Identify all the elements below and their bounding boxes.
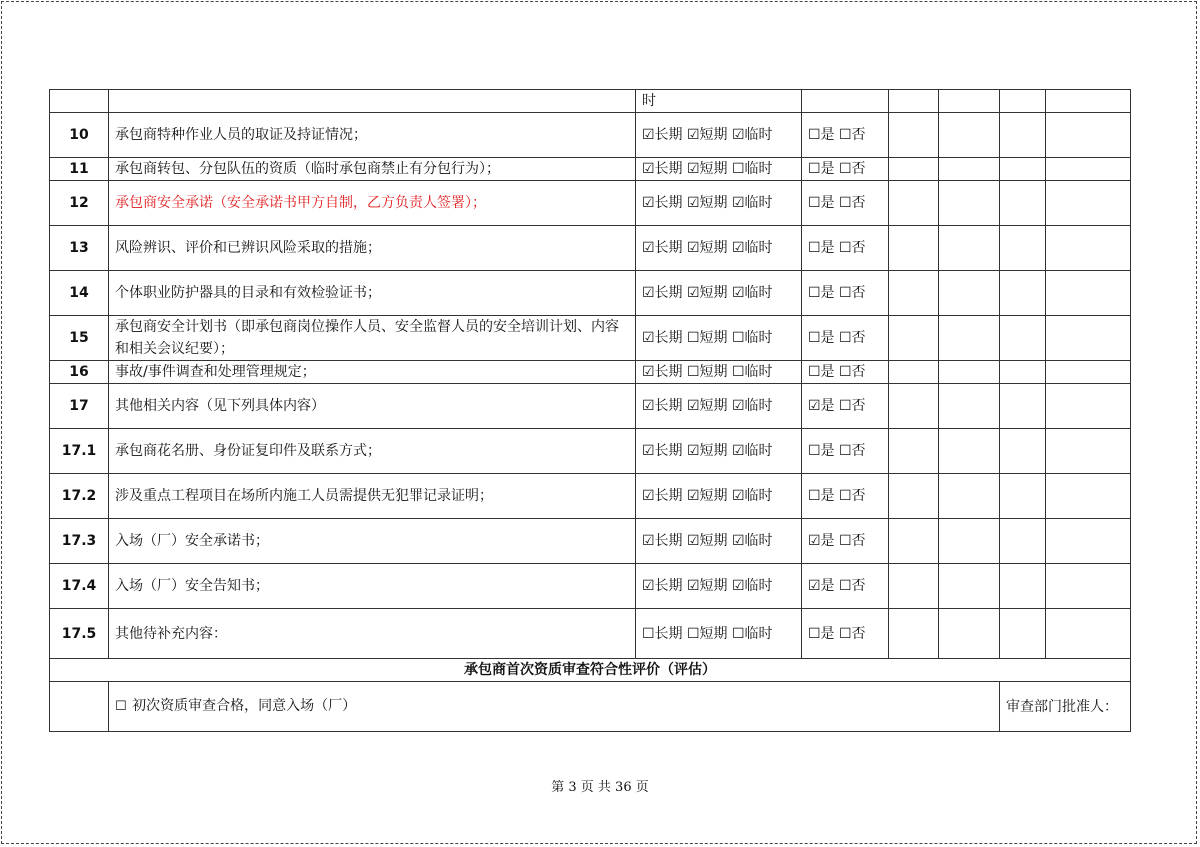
row-yes-no-checkboxes[interactable]: ☐是 ☐否 [802, 316, 889, 361]
row-term-checkboxes[interactable]: ☑长期 ☑短期 ☑临时 [636, 271, 802, 316]
row-item [109, 90, 636, 113]
approve-checkbox[interactable]: ☐ [115, 699, 127, 714]
row-blank-cell [889, 564, 939, 609]
row-yes-no-checkboxes[interactable]: ☑是 ☐否 [802, 564, 889, 609]
row-blank-cell [1000, 384, 1046, 429]
row-term-checkboxes[interactable]: ☑长期 ☑短期 ☑临时 [636, 519, 802, 564]
row-term-checkboxes[interactable]: ☑长期 ☑短期 ☐临时 [636, 158, 802, 181]
row-number [50, 90, 109, 113]
row-number: 10 [50, 113, 109, 158]
row-blank-cell [889, 519, 939, 564]
row-number: 16 [50, 361, 109, 384]
row-term-checkboxes[interactable]: ☐长期 ☐短期 ☐临时 [636, 609, 802, 659]
row-blank-cell [889, 361, 939, 384]
row-item: 事故/事件调查和处理管理规定； [109, 361, 636, 384]
row-number: 14 [50, 271, 109, 316]
row-item: 风险辨识、评价和已辨识风险采取的措施； [109, 226, 636, 271]
row-blank-cell [1046, 384, 1131, 429]
table-row [50, 429, 1131, 474]
row-blank-cell [1046, 316, 1131, 361]
row-blank-cell [939, 316, 1000, 361]
row-item: 承包商特种作业人员的取证及持证情况； [109, 113, 636, 158]
table-row [50, 564, 1131, 609]
row-item: 承包商安全承诺（安全承诺书甲方自制，乙方负责人签署）； [109, 181, 636, 226]
row-item: 个体职业防护器具的目录和有效检验证书； [109, 271, 636, 316]
row-yes-no-checkboxes[interactable]: ☐是 ☐否 [802, 181, 889, 226]
row-number: 17.1 [50, 429, 109, 474]
row-blank-cell [889, 429, 939, 474]
row-number: 17.2 [50, 474, 109, 519]
row-item: 承包商安全计划书（即承包商岗位操作人员、安全监督人员的安全培训计划、内容和相关会议纪要）； [109, 316, 636, 361]
row-blank-cell [889, 158, 939, 181]
row-blank-cell [1046, 181, 1131, 226]
table-row [50, 158, 1131, 181]
row-blank-cell [939, 429, 1000, 474]
table-row [50, 113, 1131, 158]
row-blank-cell [939, 519, 1000, 564]
row-term-checkboxes[interactable]: ☑长期 ☑短期 ☑临时 [636, 113, 802, 158]
row-blank-cell [889, 181, 939, 226]
row-yes-no-checkboxes[interactable]: ☐是 ☐否 [802, 429, 889, 474]
row-yes-no-checkboxes[interactable]: ☐是 ☐否 [802, 271, 889, 316]
row-yes-no-checkboxes[interactable]: ☐是 ☐否 [802, 158, 889, 181]
row-blank-cell [1000, 90, 1046, 113]
row-blank-cell [889, 609, 939, 659]
table-row [50, 361, 1131, 384]
row-blank-cell [939, 564, 1000, 609]
row-yes-no-checkboxes[interactable]: ☑是 ☐否 [802, 384, 889, 429]
row-blank-cell [1046, 519, 1131, 564]
row-term-checkboxes[interactable]: ☑长期 ☑短期 ☑临时 [636, 564, 802, 609]
table-row [50, 271, 1131, 316]
row-item: 涉及重点工程项目在场所内施工人员需提供无犯罪记录证明； [109, 474, 636, 519]
row-blank-cell [1000, 361, 1046, 384]
evaluation-heading-row [50, 659, 1131, 682]
row-blank-cell [939, 90, 1000, 113]
row-blank-cell [1000, 474, 1046, 519]
row-yes-no-checkboxes[interactable]: ☐是 ☐否 [802, 226, 889, 271]
row-blank-cell [1046, 429, 1131, 474]
row-blank-cell [1000, 609, 1046, 659]
row-blank-cell [1000, 158, 1046, 181]
row-blank-cell [939, 474, 1000, 519]
row-number: 12 [50, 181, 109, 226]
row-term-checkboxes[interactable]: ☑长期 ☐短期 ☐临时 [636, 316, 802, 361]
row-blank-cell [1000, 316, 1046, 361]
row-blank-cell [939, 271, 1000, 316]
row-blank-cell [1000, 181, 1046, 226]
row-item: 入场（厂）安全告知书； [109, 564, 636, 609]
table-row [50, 90, 1131, 113]
row-blank-cell [1000, 113, 1046, 158]
row-number: 17 [50, 384, 109, 429]
row-yes-no-checkboxes[interactable]: ☑是 ☐否 [802, 519, 889, 564]
row-blank-cell [1046, 90, 1131, 113]
row-blank-cell [939, 361, 1000, 384]
row-item: 其他待补充内容： [109, 609, 636, 659]
row-blank-cell [939, 384, 1000, 429]
row-blank-cell [939, 226, 1000, 271]
row-blank-cell [1046, 474, 1131, 519]
row-yes-no-checkboxes[interactable]: ☐是 ☐否 [802, 113, 889, 158]
row-yes-no-checkboxes[interactable]: ☐是 ☐否 [802, 361, 889, 384]
row-blank-cell [1000, 271, 1046, 316]
row-blank-cell [1046, 158, 1131, 181]
row-blank-cell [1046, 226, 1131, 271]
row-blank-cell [889, 474, 939, 519]
row-term-checkboxes[interactable]: ☑长期 ☑短期 ☑临时 [636, 474, 802, 519]
evaluation-heading: 承包商首次资质审查符合性评价（评估） [50, 659, 1131, 682]
row-blank-cell [1000, 564, 1046, 609]
row-item: 入场（厂）安全承诺书； [109, 519, 636, 564]
row-number: 17.4 [50, 564, 109, 609]
row-yes-no-checkboxes[interactable]: ☐是 ☐否 [802, 474, 889, 519]
row-blank-cell [889, 90, 939, 113]
evaluation-empty-cell [50, 682, 109, 732]
row-blank-cell [1000, 519, 1046, 564]
row-item: 其他相关内容（见下列具体内容） [109, 384, 636, 429]
table-row [50, 226, 1131, 271]
row-blank-cell [1046, 361, 1131, 384]
row-blank-cell [1046, 271, 1131, 316]
table-row [50, 609, 1131, 659]
row-number: 11 [50, 158, 109, 181]
table-row [50, 519, 1131, 564]
row-blank-cell [889, 384, 939, 429]
row-number: 17.5 [50, 609, 109, 659]
row-blank-cell [889, 271, 939, 316]
row-blank-cell [939, 181, 1000, 226]
row-term-checkboxes[interactable]: 时 [636, 90, 802, 113]
evaluation-statement: 初次资质审查合格，同意入场（厂） [132, 698, 357, 714]
row-blank-cell [939, 113, 1000, 158]
table-row [50, 316, 1131, 361]
page-footer: 第 3 页 共 36 页 [551, 780, 649, 795]
row-term-checkboxes[interactable]: ☑长期 ☑短期 ☑临时 [636, 384, 802, 429]
row-blank-cell [889, 113, 939, 158]
row-blank-cell [889, 316, 939, 361]
row-number: 15 [50, 316, 109, 361]
row-blank-cell [939, 609, 1000, 659]
row-blank-cell [939, 158, 1000, 181]
row-term-checkboxes[interactable]: ☑长期 ☑短期 ☑临时 [636, 181, 802, 226]
row-blank-cell [1046, 609, 1131, 659]
row-blank-cell [1000, 429, 1046, 474]
row-term-checkboxes[interactable]: ☑长期 ☐短期 ☐临时 [636, 361, 802, 384]
row-number: 13 [50, 226, 109, 271]
table-row [50, 181, 1131, 226]
qualification-table [49, 89, 1131, 732]
approver-label: 审查部门批准人： [1000, 682, 1131, 732]
row-term-checkboxes[interactable]: ☑长期 ☑短期 ☑临时 [636, 226, 802, 271]
evaluation-row [50, 682, 1131, 732]
row-blank-cell [1000, 226, 1046, 271]
row-term-checkboxes[interactable]: ☑长期 ☑短期 ☑临时 [636, 429, 802, 474]
row-number: 17.3 [50, 519, 109, 564]
row-yes-no-checkboxes[interactable] [802, 90, 889, 113]
row-yes-no-checkboxes[interactable]: ☐是 ☐否 [802, 609, 889, 659]
row-item: 承包商转包、分包队伍的资质（临时承包商禁止有分包行为）； [109, 158, 636, 181]
evaluation-statement-cell [109, 682, 1000, 732]
table-row [50, 474, 1131, 519]
row-blank-cell [1046, 564, 1131, 609]
row-blank-cell [889, 226, 939, 271]
row-item: 承包商花名册、身份证复印件及联系方式； [109, 429, 636, 474]
row-blank-cell [1046, 113, 1131, 158]
table-row [50, 384, 1131, 429]
